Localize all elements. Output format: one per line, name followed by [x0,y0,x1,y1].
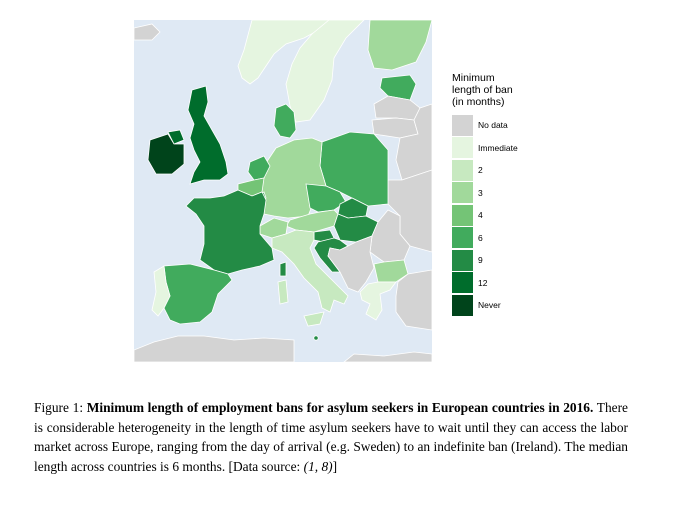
legend-label: 2 [478,165,483,176]
legend-item [452,227,562,250]
legend-swatch [452,137,473,158]
map-legend [452,72,562,317]
legend-swatch [452,295,473,316]
legend-label: Immediate [478,142,518,153]
country-corsica [280,262,286,276]
legend-label: 12 [478,277,488,288]
legend-title-line: (in months) [452,96,505,108]
country-lithuania [372,118,418,138]
caption-source-ref: (1, 8) [303,458,333,474]
legend-items [452,114,562,317]
legend-label: Never [478,300,501,311]
legend-title [452,72,562,108]
legend-item [452,159,562,182]
country-italy-sardinia [278,280,288,304]
legend-swatch [452,205,473,226]
legend-item [452,114,562,137]
legend-swatch [452,115,473,136]
legend-swatch [452,160,473,181]
legend-swatch [452,227,473,248]
legend-label: 9 [478,255,483,266]
legend-label: 4 [478,210,483,221]
caption-close: ] [332,458,338,474]
legend-label: 3 [478,187,483,198]
country-malta [314,336,318,340]
legend-swatch [452,182,473,203]
legend-swatch [452,272,473,293]
legend-item [452,204,562,227]
legend-item [452,182,562,205]
map-svg [134,20,432,362]
legend-label: 6 [478,232,483,243]
caption-title: Minimum length of employment bans for asylum seekers in European countries in 2016. [86,400,594,415]
legend-swatch [452,250,473,271]
legend-item [452,272,562,295]
caption-label: Figure 1: [34,400,84,415]
legend-title-line: length of ban [452,84,513,96]
europe-map [134,20,432,362]
legend-item [452,249,562,272]
legend-item [452,294,562,317]
legend-title-line: Minimum [452,72,495,84]
legend-label: No data [478,120,508,131]
figure-caption [34,398,628,476]
legend-item [452,137,562,160]
caption-body: There is considerable heterogeneity in the length of time asylum seekers have to wait until they can access the labor market across Europe, ranging from the day of arrival (e.g. Sweden) to an indefinite ban (Ireland). The median length across countries is 6 months. [Data source: [34,400,628,474]
